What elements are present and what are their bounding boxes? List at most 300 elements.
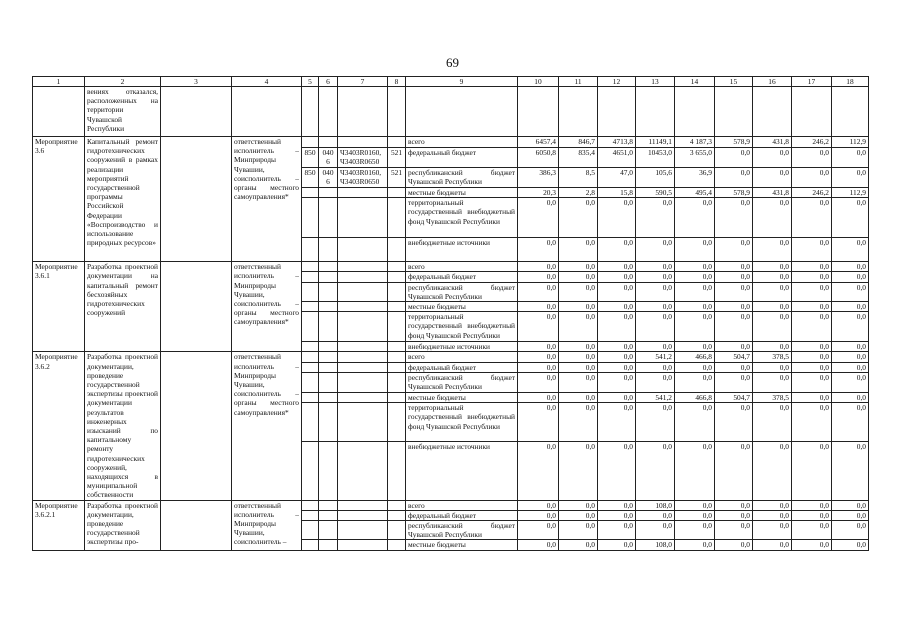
amount-cell: 0,0 — [559, 302, 598, 312]
amount-cell: 0,0 — [559, 441, 598, 500]
amount-cell: 0,0 — [753, 500, 792, 510]
amount-cell: 8,5 — [559, 168, 598, 188]
amount-cell: 0,0 — [832, 262, 869, 272]
amount-cell: 10453,0 — [636, 148, 675, 168]
code-cell — [388, 312, 406, 342]
funding-source: местные бюджеты — [406, 540, 518, 550]
cell — [161, 262, 232, 352]
amount-cell: 0,0 — [559, 238, 598, 262]
amount-cell: 0,0 — [598, 238, 636, 262]
amount-cell: 0,0 — [675, 441, 715, 500]
measure-executor: ответственный исполнитель – Минприроды Чувашии, соисполнитель – — [232, 500, 302, 550]
table-row — [33, 352, 869, 362]
amount-cell: 0,0 — [559, 272, 598, 282]
measure-name: Мероприятие 3.6 — [33, 137, 85, 262]
amount-cell: 0,0 — [675, 302, 715, 312]
amount-cell: 112,9 — [832, 137, 869, 148]
code-cell — [319, 302, 338, 312]
page-number: 69 — [446, 55, 459, 70]
amount-cell: 0,0 — [715, 312, 753, 342]
code-cell — [302, 238, 319, 262]
amount-cell: 0,0 — [518, 238, 559, 262]
amount-cell: 0,0 — [636, 403, 675, 442]
amount-cell: 0,0 — [715, 373, 753, 393]
amount-cell: 0,0 — [598, 272, 636, 282]
amount-cell: 112,9 — [832, 188, 869, 198]
amount-cell: 0,0 — [753, 302, 792, 312]
amount-cell: 0,0 — [598, 352, 636, 362]
amount-cell: 0,0 — [792, 521, 832, 540]
code-cell — [338, 392, 388, 402]
measure-executor: ответственный исполнитель – Минприроды Чувашии, соисполнитель – органы местного самоуправления* — [232, 262, 302, 352]
amount-cell: 0,0 — [636, 312, 675, 342]
code-cell — [319, 188, 338, 198]
amount-cell: 0,0 — [832, 352, 869, 362]
amount-cell: 0,0 — [832, 373, 869, 393]
amount-cell: 6050,8 — [518, 148, 559, 168]
amount-cell: 0,0 — [832, 312, 869, 342]
amount-cell: 0,0 — [832, 272, 869, 282]
code-cell — [302, 137, 319, 148]
amount-cell: 0,0 — [518, 262, 559, 272]
amount-cell: 0,0 — [792, 441, 832, 500]
amount-cell: 0,0 — [598, 302, 636, 312]
continuation-desc: вениях отказался, расположенных на территории Чувашской Республики — [85, 87, 161, 137]
amount-cell: 0,0 — [675, 521, 715, 540]
code-cell — [319, 352, 338, 362]
code-cell — [388, 188, 406, 198]
amount-cell: 0,0 — [715, 441, 753, 500]
amount-cell: 0,0 — [518, 540, 559, 550]
amount-cell: 0,0 — [715, 540, 753, 550]
code-cell — [388, 302, 406, 312]
amount-cell: 0,0 — [559, 373, 598, 393]
header-cell: 1 — [33, 77, 85, 87]
amount-cell: 0,0 — [832, 362, 869, 372]
amount-cell: 0,0 — [559, 312, 598, 342]
amount-cell: 0,0 — [832, 342, 869, 352]
code-cell — [302, 262, 319, 272]
amount-cell: 0,0 — [715, 500, 753, 510]
amount-cell: 0,0 — [715, 262, 753, 272]
code-cell — [338, 362, 388, 372]
code-cell — [338, 282, 388, 301]
amount-cell: 541,2 — [636, 392, 675, 402]
header-cell: 15 — [715, 77, 753, 87]
amount-cell: 0,0 — [792, 302, 832, 312]
measure-executor: ответственный исполнитель – Минприроды Чувашии, соисполнитель – органы местного самоуправления* — [232, 137, 302, 262]
amount-cell: 0,0 — [675, 540, 715, 550]
funding-source: местные бюджеты — [406, 392, 518, 402]
amount-cell: 431,8 — [753, 188, 792, 198]
amount-cell: 0,0 — [832, 510, 869, 520]
amount-cell: 0,0 — [559, 262, 598, 272]
amount-cell: 0,0 — [753, 238, 792, 262]
amount-cell: 0,0 — [792, 500, 832, 510]
code-cell — [388, 238, 406, 262]
amount-cell: 0,0 — [832, 148, 869, 168]
code-cell — [338, 373, 388, 393]
amount-cell: 0,0 — [636, 238, 675, 262]
amount-cell: 578,9 — [715, 188, 753, 198]
amount-cell: 0,0 — [598, 403, 636, 442]
amount-cell: 3 655,0 — [675, 148, 715, 168]
amount-cell: 0,0 — [518, 373, 559, 393]
amount-cell: 0,0 — [832, 302, 869, 312]
amount-cell: 0,0 — [636, 521, 675, 540]
amount-cell: 0,0 — [598, 198, 636, 238]
amount-cell: 0,0 — [598, 312, 636, 342]
cell — [161, 500, 232, 550]
code-cell — [302, 540, 319, 550]
amount-cell: 0,0 — [598, 521, 636, 540]
amount-cell: 0,0 — [636, 262, 675, 272]
code-cell — [388, 362, 406, 372]
code-section: 0406 — [319, 168, 338, 188]
header-cell: 11 — [559, 77, 598, 87]
amount-cell: 0,0 — [598, 392, 636, 402]
amount-cell: 541,2 — [636, 352, 675, 362]
amount-cell: 0,0 — [715, 238, 753, 262]
code-cell — [319, 510, 338, 520]
amount-cell: 0,0 — [675, 342, 715, 352]
amount-cell: 0,0 — [518, 282, 559, 301]
header-cell: 7 — [338, 77, 388, 87]
amount-cell: 0,0 — [753, 510, 792, 520]
code-cell — [388, 403, 406, 442]
amount-cell: 0,0 — [598, 262, 636, 272]
amount-cell: 0,0 — [598, 342, 636, 352]
code-cell — [319, 362, 338, 372]
code-cell — [388, 137, 406, 148]
code-cell — [388, 262, 406, 272]
amount-cell: 0,0 — [518, 362, 559, 372]
amount-cell: 0,0 — [598, 282, 636, 301]
code-cell — [338, 441, 388, 500]
amount-cell: 0,0 — [675, 510, 715, 520]
amount-cell: 0,0 — [753, 262, 792, 272]
amount-cell: 0,0 — [598, 500, 636, 510]
code-cell — [338, 342, 388, 352]
amount-cell: 0,0 — [675, 198, 715, 238]
amount-cell: 0,0 — [636, 198, 675, 238]
amount-cell: 0,0 — [792, 168, 832, 188]
header-cell: 6 — [319, 77, 338, 87]
amount-cell: 0,0 — [792, 148, 832, 168]
amount-cell: 47,0 — [598, 168, 636, 188]
code-cell — [302, 198, 319, 238]
header-cell: 17 — [792, 77, 832, 87]
header-cell: 18 — [832, 77, 869, 87]
code-cell — [302, 342, 319, 352]
amount-cell: 0,0 — [636, 373, 675, 393]
amount-cell: 0,0 — [636, 510, 675, 520]
amount-cell: 0,0 — [753, 373, 792, 393]
code-grbs: 850 — [302, 168, 319, 188]
amount-cell: 36,9 — [675, 168, 715, 188]
amount-cell: 0,0 — [675, 373, 715, 393]
code-cell — [302, 510, 319, 520]
header-cell: 2 — [85, 77, 161, 87]
code-cell — [338, 188, 388, 198]
amount-cell: 0,0 — [559, 392, 598, 402]
code-cell — [338, 540, 388, 550]
amount-cell: 0,0 — [675, 500, 715, 510]
amount-cell: 466,8 — [675, 352, 715, 362]
amount-cell: 0,0 — [636, 302, 675, 312]
funding-source: внебюджетные источники — [406, 342, 518, 352]
code-cell — [302, 302, 319, 312]
measure-name: Мероприятие 3.6.1 — [33, 262, 85, 352]
amount-cell: 0,0 — [792, 342, 832, 352]
code-cell — [319, 238, 338, 262]
amount-cell: 835,4 — [559, 148, 598, 168]
code-cell — [388, 510, 406, 520]
amount-cell: 578,9 — [715, 137, 753, 148]
code-cell — [319, 342, 338, 352]
amount-cell: 0,0 — [598, 362, 636, 372]
amount-cell: 378,5 — [753, 352, 792, 362]
code-cell — [302, 272, 319, 282]
amount-cell: 0,0 — [792, 403, 832, 442]
amount-cell: 0,0 — [636, 272, 675, 282]
code-cell — [388, 272, 406, 282]
amount-cell: 246,2 — [792, 137, 832, 148]
code-cell — [302, 312, 319, 342]
funding-source: местные бюджеты — [406, 188, 518, 198]
code-cell — [319, 272, 338, 282]
amount-cell: 0,0 — [715, 168, 753, 188]
amount-cell: 386,3 — [518, 168, 559, 188]
amount-cell: 590,5 — [636, 188, 675, 198]
code-cell — [388, 441, 406, 500]
amount-cell: 15,8 — [598, 188, 636, 198]
amount-cell: 0,0 — [518, 352, 559, 362]
funding-source: республиканский бюджет Чувашской Республики — [406, 282, 518, 301]
table-row — [33, 262, 869, 272]
code-cell — [338, 312, 388, 342]
amount-cell: 0,0 — [598, 441, 636, 500]
amount-cell: 0,0 — [792, 262, 832, 272]
amount-cell: 0,0 — [518, 500, 559, 510]
amount-cell: 0,0 — [715, 272, 753, 282]
amount-cell: 246,2 — [792, 188, 832, 198]
funding-source: всего — [406, 262, 518, 272]
amount-cell: 0,0 — [559, 500, 598, 510]
amount-cell: 0,0 — [792, 282, 832, 301]
amount-cell: 0,0 — [792, 373, 832, 393]
measure-name: Мероприятие 3.6.2.1 — [33, 500, 85, 550]
amount-cell: 0,0 — [636, 282, 675, 301]
code-cell — [302, 282, 319, 301]
amount-cell: 0,0 — [753, 362, 792, 372]
funding-source: всего — [406, 137, 518, 148]
header-cell: 9 — [406, 77, 518, 87]
amount-cell: 0,0 — [636, 362, 675, 372]
code-cell — [319, 198, 338, 238]
amount-cell: 0,0 — [518, 312, 559, 342]
amount-cell: 0,0 — [753, 272, 792, 282]
funding-source: федеральный бюджет — [406, 272, 518, 282]
header-cell: 13 — [636, 77, 675, 87]
amount-cell: 0,0 — [832, 441, 869, 500]
amount-cell: 0,0 — [559, 510, 598, 520]
code-cell — [302, 362, 319, 372]
amount-cell: 0,0 — [792, 392, 832, 402]
funding-source: республиканский бюджет Чувашской Республики — [406, 168, 518, 188]
amount-cell: 0,0 — [675, 362, 715, 372]
amount-cell: 0,0 — [636, 441, 675, 500]
code-cell — [302, 403, 319, 442]
code-cell — [319, 521, 338, 540]
header-cell: 16 — [753, 77, 792, 87]
amount-cell: 0,0 — [675, 262, 715, 272]
code-cell — [319, 441, 338, 500]
amount-cell: 0,0 — [559, 198, 598, 238]
amount-cell: 0,0 — [832, 500, 869, 510]
amount-cell: 4651,0 — [598, 148, 636, 168]
budget-table — [32, 76, 869, 551]
funding-source: местные бюджеты — [406, 302, 518, 312]
amount-cell: 0,0 — [832, 198, 869, 238]
amount-cell: 0,0 — [559, 282, 598, 301]
amount-cell: 0,0 — [753, 403, 792, 442]
amount-cell: 0,0 — [753, 521, 792, 540]
amount-cell: 0,0 — [792, 352, 832, 362]
code-cell — [302, 392, 319, 402]
cell — [33, 87, 85, 137]
amount-cell: 0,0 — [832, 540, 869, 550]
amount-cell: 0,0 — [753, 540, 792, 550]
measure-executor: ответственный исполнитель – Минприроды Чувашии, соисполнитель – органы местного самоуправления* — [232, 352, 302, 500]
amount-cell: 4713,8 — [598, 137, 636, 148]
amount-cell: 0,0 — [559, 362, 598, 372]
amount-cell: 0,0 — [832, 403, 869, 442]
amount-cell: 431,8 — [753, 137, 792, 148]
funding-source: территориальный государственный внебюджетный фонд Чувашской Республики — [406, 198, 518, 238]
header-cell: 4 — [232, 77, 302, 87]
code-cell — [319, 540, 338, 550]
amount-cell: 0,0 — [832, 392, 869, 402]
code-cell — [319, 282, 338, 301]
code-cell — [319, 392, 338, 402]
funding-source: республиканский бюджет Чувашской Республики — [406, 373, 518, 393]
amount-cell: 0,0 — [636, 342, 675, 352]
amount-cell: 0,0 — [832, 238, 869, 262]
funding-source: федеральный бюджет — [406, 148, 518, 168]
funding-source: внебюджетные источники — [406, 238, 518, 262]
amount-cell: 0,0 — [832, 168, 869, 188]
amount-cell: 0,0 — [518, 342, 559, 352]
header-cell: 3 — [161, 77, 232, 87]
funding-source: федеральный бюджет — [406, 510, 518, 520]
amount-cell: 0,0 — [675, 238, 715, 262]
code-cell — [338, 352, 388, 362]
amount-cell: 0,0 — [753, 168, 792, 188]
amount-cell: 0,0 — [753, 148, 792, 168]
code-cell — [388, 540, 406, 550]
header-row — [33, 77, 869, 87]
header-cell: 10 — [518, 77, 559, 87]
amount-cell: 0,0 — [518, 302, 559, 312]
amount-cell: 0,0 — [559, 352, 598, 362]
amount-cell: 0,0 — [598, 540, 636, 550]
amount-cell: 0,0 — [518, 441, 559, 500]
amount-cell: 0,0 — [792, 238, 832, 262]
amount-cell: 0,0 — [753, 342, 792, 352]
funding-source: всего — [406, 352, 518, 362]
amount-cell: 0,0 — [675, 312, 715, 342]
code-cell — [302, 373, 319, 393]
amount-cell: 504,7 — [715, 352, 753, 362]
code-cell — [388, 373, 406, 393]
amount-cell: 108,0 — [636, 540, 675, 550]
measure-description: Разработка проектной документации на капитальный ремонт бесхозяйных гидротехнических сооружений — [85, 262, 161, 352]
code-grbs: 850 — [302, 148, 319, 168]
amount-cell: 0,0 — [559, 342, 598, 352]
measure-name: Мероприятие 3.6.2 — [33, 352, 85, 500]
continuation-row — [33, 87, 869, 137]
amount-cell: 0,0 — [598, 373, 636, 393]
measure-description: Разработка проектной документации, проведение государственной экспертизы проектной документации результатов инженерных изысканий по капитальному ремонту гидротехнических сооружений, находящихся в муниципальной собственности — [85, 352, 161, 500]
funding-source: территориальный государственный внебюджетный фонд Чувашской Республики — [406, 403, 518, 442]
amount-cell: 0,0 — [792, 362, 832, 372]
code-cell — [302, 441, 319, 500]
amount-cell: 0,0 — [518, 403, 559, 442]
table-row — [33, 137, 869, 148]
amount-cell: 0,0 — [715, 198, 753, 238]
amount-cell: 846,7 — [559, 137, 598, 148]
amount-cell: 0,0 — [792, 540, 832, 550]
amount-cell: 466,8 — [675, 392, 715, 402]
code-cell — [319, 137, 338, 148]
amount-cell: 0,0 — [715, 148, 753, 168]
measure-description: Разработка проектной документации, проведение государственной экспертизы про- — [85, 500, 161, 550]
table-row — [33, 500, 869, 510]
code-cell — [319, 403, 338, 442]
amount-cell: 0,0 — [715, 510, 753, 520]
code-cell — [338, 500, 388, 510]
code-cell — [338, 302, 388, 312]
amount-cell: 0,0 — [832, 282, 869, 301]
cell — [161, 137, 232, 262]
code-cell — [388, 500, 406, 510]
amount-cell: 0,0 — [675, 282, 715, 301]
amount-cell: 0,0 — [753, 441, 792, 500]
amount-cell: 0,0 — [832, 521, 869, 540]
header-cell: 8 — [388, 77, 406, 87]
header-cell: 5 — [302, 77, 319, 87]
amount-cell: 0,0 — [518, 521, 559, 540]
amount-cell: 0,0 — [559, 540, 598, 550]
amount-cell: 0,0 — [559, 403, 598, 442]
funding-source: внебюджетные источники — [406, 441, 518, 500]
amount-cell: 108,0 — [636, 500, 675, 510]
code-cell — [302, 188, 319, 198]
cell — [161, 352, 232, 500]
code-cell — [338, 137, 388, 148]
header-cell: 12 — [598, 77, 636, 87]
code-target-article: Ч3403R0160, Ч3403R0650 — [338, 168, 388, 188]
funding-source: республиканский бюджет Чувашской Республики — [406, 521, 518, 540]
amount-cell: 4 187,3 — [675, 137, 715, 148]
code-expense-type: 521 — [388, 168, 406, 188]
funding-source: федеральный бюджет — [406, 362, 518, 372]
amount-cell: 20,3 — [518, 188, 559, 198]
amount-cell: 105,6 — [636, 168, 675, 188]
amount-cell: 0,0 — [715, 342, 753, 352]
amount-cell: 0,0 — [518, 510, 559, 520]
